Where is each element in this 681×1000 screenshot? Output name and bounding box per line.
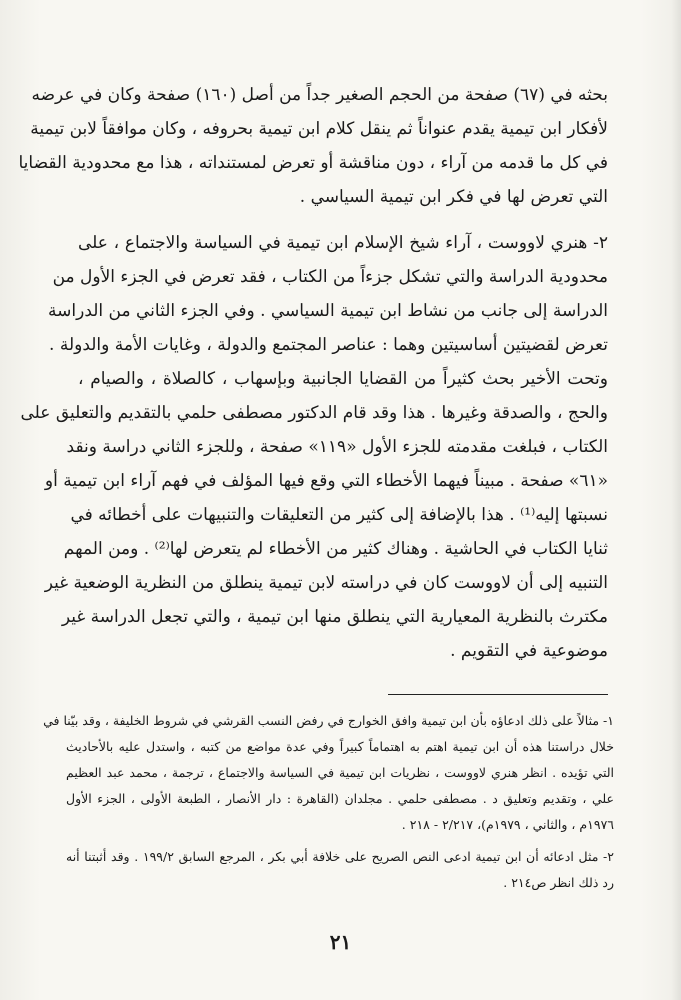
footnote-line: رد ذلك انظر ص٢١٤ . bbox=[503, 875, 614, 890]
text-line: تعرض لقضيتين أساسيتين وهما : عناصر المجتمع والدولة ، وغايات الأمة والدولة . bbox=[49, 335, 608, 355]
text-line: مكترث بالنظرية المعيارية التي ينطلق منها ابن تيمية ، والتي تجعل الدراسة غير bbox=[61, 607, 608, 627]
footnote-line: خلال دراستنا هذه أن ابن تيمية اهتم به اهتماماً كبيراً وفي عدة مواضع من كتبه ، واستدل عليه بالأحاديث bbox=[66, 739, 614, 754]
text-line: بحثه في (٦٧) صفحة من الحجم الصغير جداً من أصل (١٦٠) صفحة وكان في عرضه bbox=[31, 85, 608, 105]
page-number: ٢١ bbox=[329, 930, 352, 954]
text-line: نسبتها إليه⁽¹⁾ . هذا بالإضافة إلى كثير من التعليقات والتنبيهات على أخطائه في bbox=[70, 505, 608, 525]
text-line: في كل ما قدمه من آراء ، دون مناقشة أو تعرض لمستنداته ، هذا مع محدودية القضايا bbox=[18, 153, 608, 173]
text-line: لأفكار ابن تيمية يقدم عنواناً ثم ينقل كلام ابن تيمية بحروفه ، وكان موافقاً لابن تيمية bbox=[30, 119, 608, 139]
footnote-2 bbox=[66, 844, 614, 896]
paragraph-1 bbox=[18, 78, 608, 214]
footnote-line: علي ، وتقديم وتعليق د . مصطفى حلمي . مجلدان (القاهرة : دار الأنصار ، الطبعة الأولى ، الجزء الأول bbox=[66, 791, 614, 806]
footnote-line: ١٩٧٦م ، والثاني ، ١٩٧٩م)، ٢/٢١٧ - ٢١٨ . bbox=[401, 817, 614, 832]
text-line: «٦١» صفحة . مبيناً فيهما الأخطاء التي وقع فيها المؤلف في فهم آراء ابن تيمية أو bbox=[44, 471, 608, 491]
footnote-line: التي تؤيده . انظر هنري لاووست ، نظريات ابن تيمية في السياسة والاجتماع ، ترجمة ، محمد عبد العظيم bbox=[66, 765, 614, 780]
text-line: الدراسة إلى جانب من نشاط ابن تيمية السياسي . وفي الجزء الثاني من الدراسة bbox=[48, 301, 608, 321]
text-line: موضوعية في التقويم . bbox=[450, 641, 608, 661]
footnotes bbox=[43, 708, 615, 896]
paragraph-2 bbox=[20, 226, 608, 668]
text-line: ثنايا الكتاب في الحاشية . وهناك كثير من الأخطاء لم يتعرض لها⁽²⁾ . ومن المهم bbox=[63, 539, 608, 559]
footnote-line: ٢- مثل ادعائه أن ابن تيمية ادعى النص الصريح على خلافة أبي بكر ، المرجع السابق ١٩٩/٢ . وقد أثبتنا أنه bbox=[66, 849, 615, 864]
text-line: الكتاب ، فبلغت مقدمته للجزء الأول «١١٩» صفحة ، وللجزء الثاني دراسة ونقد bbox=[66, 437, 608, 457]
footnote-separator bbox=[388, 694, 608, 695]
footnote-1 bbox=[43, 708, 614, 838]
text-line: والحج ، والصدقة وغيرها . هذا وقد قام الدكتور مصطفى حلمي بالتقديم والتعليق على bbox=[20, 403, 608, 423]
text-line: وتحت الأخير بحث كثيراً من القضايا الجانبية وبإسهاب ، كالصلاة ، والصيام ، bbox=[78, 369, 608, 389]
footnote-line: ١- مثالاً على ذلك ادعاؤه بأن ابن تيمية وافق الخوارج في رفض النسب القرشي في شروط الخليفة ، وقد بيّنا في bbox=[43, 713, 614, 728]
page-edge-shadow bbox=[671, 0, 681, 1000]
text-line: التي تعرض لها في فكر ابن تيمية السياسي . bbox=[299, 187, 608, 207]
text-line: ٢- هنري لاووست ، آراء شيخ الإسلام ابن تيمية في السياسة والاجتماع ، على bbox=[78, 233, 608, 253]
text-line: التنبيه إلى أن لاووست كان في دراسته لابن تيمية ينطلق من النظرية الوضعية غير bbox=[44, 573, 608, 593]
text-line: محدودية الدراسة والتي تشكل جزءاً من الكتاب ، فقد تعرض في الجزء الأول من bbox=[52, 267, 608, 287]
